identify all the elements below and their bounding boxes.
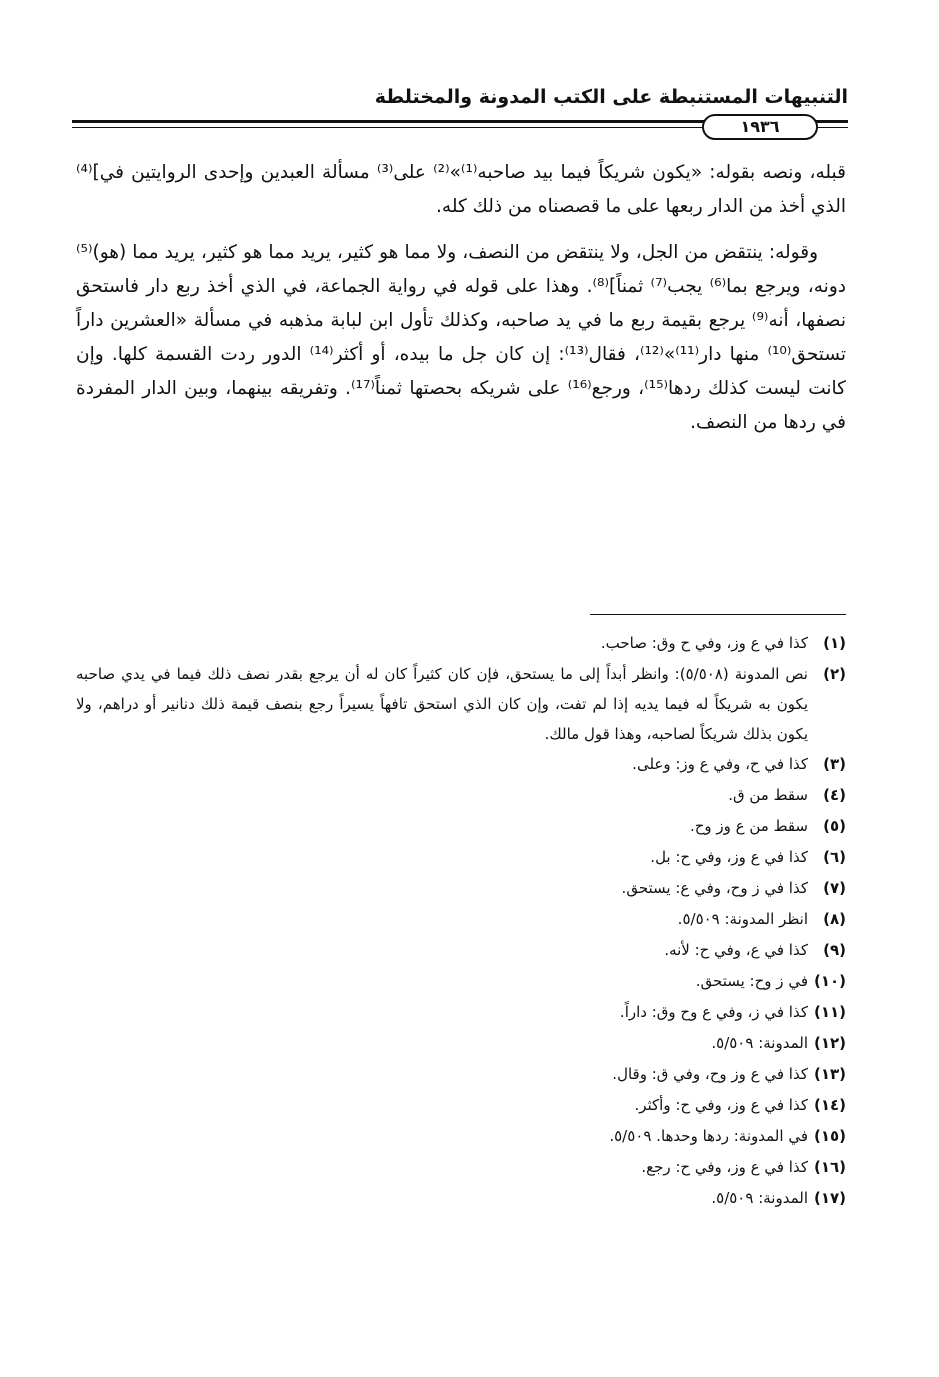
footnote-text: كذا في ع وز، وفي ح وق: صاحب. — [600, 634, 808, 652]
footnote-text: كذا في ز، وفي ع وح وق: داراً. — [619, 1003, 808, 1021]
footnote-item — [76, 904, 846, 935]
page-number: ١٩٣٦ — [702, 114, 818, 140]
footnote-text: كذا في ع وز، وفي ح: بل. — [650, 848, 808, 866]
footnote-number: (٤) — [823, 786, 846, 804]
footnote-text: كذا في ع، وفي ح: لأنه. — [664, 941, 808, 959]
footnote-text: كذا في ح، وفي ع وز: وعلى. — [632, 755, 808, 773]
running-title: التنبيهات المستنبطة على الكتب المدونة والمختلطة — [374, 86, 848, 108]
footnote-text: المدونة: ٥/٥٠٩. — [711, 1189, 808, 1207]
footnote-number: (١٣) — [813, 1065, 846, 1083]
footnote-number: (٧) — [823, 879, 846, 897]
footnote-item — [76, 659, 846, 749]
footnote-number: (١١) — [813, 1003, 846, 1021]
footnote-item — [76, 749, 846, 780]
footnote-number: (١٦) — [813, 1158, 846, 1176]
footnote-text: انظر المدونة: ٥/٥٠٩. — [677, 910, 808, 928]
footnote-number: (١٤) — [813, 1096, 846, 1114]
footnote-item — [76, 1059, 846, 1090]
footnote-item — [76, 842, 846, 873]
footnote-text: كذا في ز وح، وفي ع: يستحق. — [621, 879, 808, 897]
footnote-item — [76, 1028, 846, 1059]
footnote-separator — [590, 614, 846, 615]
footnote-item — [76, 628, 846, 659]
footnote-item — [76, 1183, 846, 1214]
footnote-item — [76, 1090, 846, 1121]
footnote-number: (١٠) — [813, 972, 846, 990]
footnote-number: (١٧) — [813, 1189, 846, 1207]
footnote-number: (٥) — [823, 817, 846, 835]
footnote-text: نص المدونة (٥/٥٠٨): وانظر أبداً إلى ما يستحق، فإن كان كثيراً كان له أن يرجع بقدر نصف ذلك فيما في يدي صاحبه يكون به شريكاً له فيما يديه إذا لم تفت، وإن كان الذي استحق تافهاً يسيراً رجع بنصف قيمة ذلك دنانير أو دراهم، ولا يكون بذلك شريكاً لصاحبه، وهذا قول مالك. — [76, 665, 808, 743]
footnote-text: كذا في ع وز، وفي ح: رجع. — [641, 1158, 808, 1176]
footnote-item — [76, 997, 846, 1028]
footnote-item — [76, 935, 846, 966]
footnote-number: (٦) — [823, 848, 846, 866]
footnote-item — [76, 1121, 846, 1152]
footnote-number: (١٢) — [813, 1034, 846, 1052]
footnote-item — [76, 780, 846, 811]
footnote-item — [76, 966, 846, 997]
footnote-text: في ز وح: يستحق. — [695, 972, 808, 990]
footnote-number: (٣) — [823, 755, 846, 773]
footnotes-list — [76, 628, 846, 1214]
body-paragraph: قبله، ونصه بقوله: «يكون شريكاً فيما بيد صاحبه⁽¹⁾»⁽²⁾ على⁽³⁾ مسألة العبدين وإحدى الروايتين في]⁽⁴⁾ الذي أخذ من الدار ربعها على ما قصصناه من ذلك كله. — [76, 162, 846, 217]
footnote-text: سقط من ع وز وح. — [689, 817, 808, 835]
footnote-item — [76, 811, 846, 842]
footnote-number: (٢) — [823, 665, 846, 683]
footnote-number: (٨) — [823, 910, 846, 928]
footnote-text: سقط من ق. — [728, 786, 808, 804]
footnote-text: كذا في ع وز، وفي ح: وأكثر. — [634, 1096, 808, 1114]
footnote-text: كذا في ع وز وح، وفي ق: وقال. — [612, 1065, 808, 1083]
footnote-item — [76, 873, 846, 904]
footnote-text: المدونة: ٥/٥٠٩. — [711, 1034, 808, 1052]
footnote-number: (١) — [823, 634, 846, 652]
footnote-text: في المدونة: ردها وحدها. ٥/٥٠٩. — [609, 1127, 808, 1145]
footnote-number: (٩) — [823, 941, 846, 959]
footnote-number: (١٥) — [813, 1127, 846, 1145]
body-paragraph: وقوله: ينتقض من الجل، ولا ينتقض من النصف، ولا مما هو كثير، يريد مما هو كثير، يريد مما (هو)⁽⁵⁾ دونه، ويرجع بما⁽⁶⁾ يجب⁽⁷⁾ ثمناً]⁽⁸⁾. وهذا على قوله في رواية الجماعة، في الذي أخذ ربع دار فاستحق نصفها، أنه⁽⁹⁾ يرجع بقيمة ربع ما في يد صاحبه، وكذلك تأول ابن لبابة مذهبه في مسألة «العشرين داراً تستحق⁽¹⁰⁾ منها دار⁽¹¹⁾»⁽¹²⁾، فقال⁽¹³⁾: إن كان جل ما بيده، أو أكثر⁽¹⁴⁾ الدور ردت القسمة كلها. وإن كانت ليست كذلك ردها⁽¹⁵⁾، ورجع⁽¹⁶⁾ على شريكه بحصتها ثمناً⁽¹⁷⁾. وتفريقه بينهما، وبين الدار المفردة في ردها من النصف. — [76, 242, 846, 433]
main-text — [76, 156, 846, 452]
footnote-item — [76, 1152, 846, 1183]
